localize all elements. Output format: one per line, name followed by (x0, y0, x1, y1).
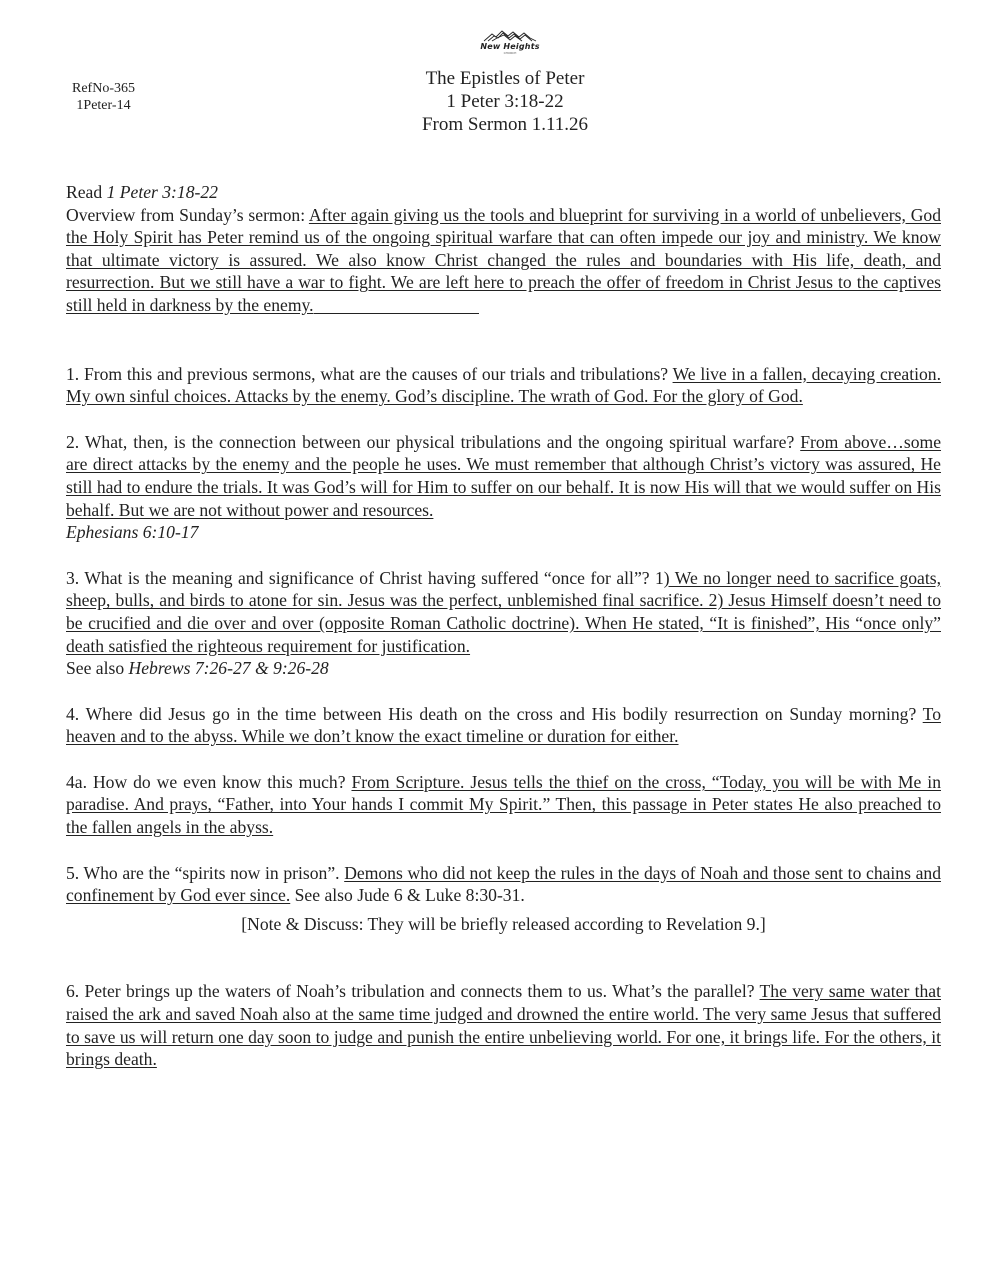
answer-text: To heaven and to the abyss. While we don’t know the exact timeline or duration for either. (66, 703, 941, 747)
question-2 (66, 431, 941, 544)
overview-answer: After again giving us the tools and blueprint for surviving in a world of unbelievers, God the Holy Spirit has Peter remind us of the ongoing spiritual warfare that can often impede our joy and ministry. We know that ultimate victory is assured. We also know Christ changed the rules and boundaries with His life, death, and resurrection. But we still have a war to fight. We are left here to preach the offer of freedom in Christ Jesus to the captives still held in darkness by the enemy. (66, 204, 941, 315)
scripture-reference: Ephesians 6:10-17 (66, 522, 199, 543)
question-4a (66, 771, 941, 839)
page-title (300, 67, 710, 136)
question-5 (66, 862, 941, 907)
series-code: 1Peter-14 (76, 98, 131, 113)
question-text: 5. Who are the “spirits now in prison”. (66, 862, 345, 883)
logo-subtitle: CHURCH (503, 51, 517, 55)
question-1 (66, 363, 941, 408)
question-3 (66, 567, 941, 680)
scripture-reference: Hebrews 7:26-27 & 9:26-28 (128, 658, 329, 679)
read-line (66, 181, 941, 204)
reference-block (72, 80, 135, 114)
answer-fill-line (314, 312, 479, 314)
see-also-text: See also Jude 6 & Luke 8:30-31. (290, 885, 525, 906)
question-4 (66, 703, 941, 748)
overview (66, 204, 941, 317)
title-line-2: 1 Peter 3:18-22 (446, 91, 564, 112)
title-line-3: From Sermon 1.11.26 (421, 114, 589, 135)
document-body (66, 181, 941, 1071)
answer-text: We live in a fallen, decaying creation. My own sinful choices. Attacks by the enemy. God’s discipline. The wrath of God. For the glory of God. (66, 363, 941, 407)
question-text: 2. What, then, is the connection between our physical tribulations and the ongoing spiritual warfare? (66, 431, 801, 452)
question-text: 3. What is the meaning and significance of Christ having suffered “once for all”? 1 (66, 567, 664, 588)
see-also-label: See also (66, 658, 129, 679)
answer-text: The very same water that raised the ark and saved Noah also at the same time judged and drowned the entire world. The very same Jesus that suffered to save us will return one day soon to judge and punish the entire unbelieving world. For one, it brings life. For the others, it brings death. (66, 981, 941, 1070)
overview-label: Overview from Sunday’s sermon: (66, 204, 309, 225)
read-label: Read (66, 182, 107, 202)
title-line-1: The Epistles of Peter (425, 68, 585, 89)
ref-number: RefNo-365 (72, 81, 135, 96)
read-reference: 1 Peter 3:18-22 (106, 182, 218, 202)
question-6 (66, 980, 941, 1070)
answer-text: From above…some are direct attacks by the enemy and the people he uses. We must remember that although Christ’s victory was assured, He still had to endure the trials. It was God’s will for Him to suffer on our behalf. It is now His will that we would suffer on His behalf. But we are not without power and resources. (66, 431, 942, 520)
discussion-note: [Note & Discuss: They will be briefly released according to Revelation 9.] (241, 913, 766, 934)
question-text: 4a. How do we even know this much? (66, 771, 352, 792)
question-text: 4. Where did Jesus go in the time between His death on the cross and His bodily resurrection on Sunday morning? (66, 703, 923, 724)
answer-text: ) We no longer need to sacrifice goats, sheep, bulls, and birds to atone for sin. Jesus was the perfect, unblemished final sacrifice. 2) Jesus Himself doesn’t need to be crucified and die over and over (opposite Roman Catholic doctrine). When He stated, “It is finished”, His “once only” death satisfied the righteous requirement for justification. (66, 567, 941, 656)
logo-name: New Heights (480, 42, 540, 51)
question-text: 1. From this and previous sermons, what are the causes of our trials and tribulations? (66, 363, 673, 384)
question-text: 6. Peter brings up the waters of Noah’s tribulation and connects them to us. What’s the parallel? (66, 981, 760, 1002)
mountain-logo-icon (482, 30, 538, 42)
answer-text: From Scripture. Jesus tells the thief on the cross, “Today, you will be with Me in paradise. And prays, “Father, into Your hands I commit My Spirit.” Then, this passage in Peter states He also preached to the fallen angels in the abyss. (66, 771, 941, 838)
answer-text: Demons who did not keep the rules in the days of Noah and those sent to chains and confinement by God ever since. (66, 862, 941, 906)
church-logo (470, 30, 550, 64)
